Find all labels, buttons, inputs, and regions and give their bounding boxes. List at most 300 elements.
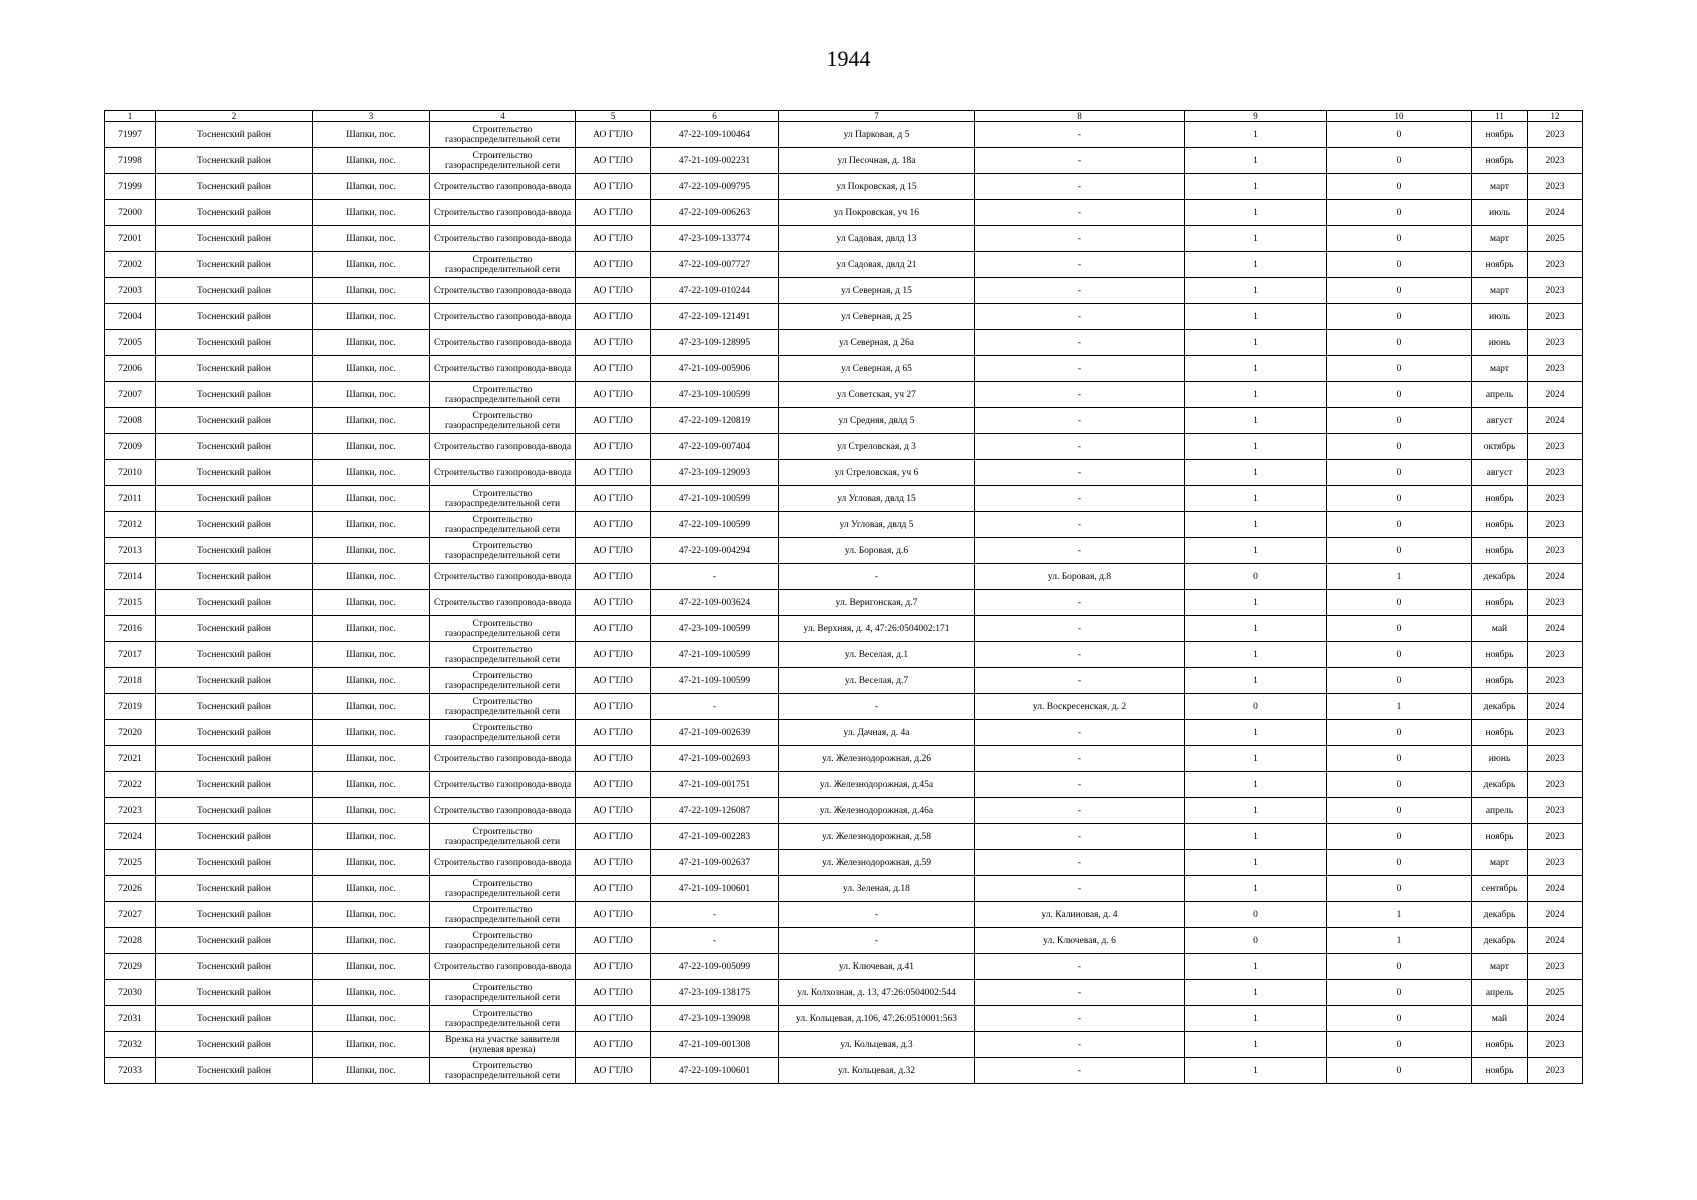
table-cell-col-12: 2024 (1528, 200, 1583, 226)
table-cell-col-11: июнь (1472, 330, 1528, 356)
table-cell-col-8: - (975, 304, 1185, 330)
table-row (105, 590, 1583, 616)
table-cell-col-5: АО ГТЛО (576, 200, 651, 226)
table-cell-col-4: Строительство газопровода-ввода (430, 850, 576, 876)
table-cell-col-3: Шапки, пос. (313, 200, 430, 226)
table-row (105, 954, 1583, 980)
table-cell-col-2: Тосненский район (156, 174, 313, 200)
table-cell-col-3: Шапки, пос. (313, 902, 430, 928)
table-cell-col-3: Шапки, пос. (313, 954, 430, 980)
table-cell-col-8: - (975, 772, 1185, 798)
table-cell-col-2: Тосненский район (156, 382, 313, 408)
table-cell-col-9: 1 (1185, 850, 1327, 876)
table-cell-col-9: 1 (1185, 486, 1327, 512)
table-cell-col-4: Строительство газораспределительной сети (430, 382, 576, 408)
table-cell-col-10: 0 (1327, 382, 1472, 408)
table-cell-col-5: АО ГТЛО (576, 746, 651, 772)
table-cell-col-3: Шапки, пос. (313, 772, 430, 798)
table-cell-col-9: 1 (1185, 824, 1327, 850)
table-cell-col-6: 47-22-109-126087 (651, 798, 779, 824)
table-cell-col-2: Тосненский район (156, 564, 313, 590)
table-row (105, 1006, 1583, 1032)
table-cell-col-7: ул. Ключевая, д.41 (779, 954, 975, 980)
table-cell-col-2: Тосненский район (156, 486, 313, 512)
table-cell-col-4: Строительство газораспределительной сети (430, 616, 576, 642)
table-cell-col-6: 47-21-109-002283 (651, 824, 779, 850)
table-cell-col-8: - (975, 122, 1185, 148)
table-cell-col-3: Шапки, пос. (313, 408, 430, 434)
table-cell-col-3: Шапки, пос. (313, 1058, 430, 1084)
table-cell-col-9: 1 (1185, 954, 1327, 980)
table-cell-col-1: 72015 (105, 590, 156, 616)
table-row (105, 200, 1583, 226)
table-cell-col-1: 72029 (105, 954, 156, 980)
table-cell-col-9: 1 (1185, 590, 1327, 616)
table-cell-col-11: май (1472, 1006, 1528, 1032)
table-cell-col-7: ул Покровская, уч 16 (779, 200, 975, 226)
table-cell-col-2: Тосненский район (156, 1058, 313, 1084)
table-cell-col-2: Тосненский район (156, 122, 313, 148)
table-row (105, 980, 1583, 1006)
table-cell-col-4: Строительство газораспределительной сети (430, 486, 576, 512)
table-cell-col-6: - (651, 694, 779, 720)
table-cell-col-12: 2023 (1528, 720, 1583, 746)
table-cell-col-12: 2023 (1528, 850, 1583, 876)
table-cell-col-2: Тосненский район (156, 200, 313, 226)
table-cell-col-5: АО ГТЛО (576, 564, 651, 590)
table-cell-col-8: - (975, 330, 1185, 356)
table-cell-col-7: ул Парковая, д 5 (779, 122, 975, 148)
table-cell-col-5: АО ГТЛО (576, 1058, 651, 1084)
table-cell-col-6: 47-22-109-121491 (651, 304, 779, 330)
table-cell-col-2: Тосненский район (156, 720, 313, 746)
table-cell-col-2: Тосненский район (156, 252, 313, 278)
table-cell-col-3: Шапки, пос. (313, 356, 430, 382)
table-cell-col-2: Тосненский район (156, 798, 313, 824)
table-cell-col-11: август (1472, 408, 1528, 434)
table-cell-col-4: Строительство газопровода-ввода (430, 226, 576, 252)
table-cell-col-3: Шапки, пос. (313, 330, 430, 356)
table-cell-col-2: Тосненский район (156, 148, 313, 174)
table-cell-col-4: Строительство газопровода-ввода (430, 174, 576, 200)
table-cell-col-9: 1 (1185, 200, 1327, 226)
table-cell-col-9: 1 (1185, 148, 1327, 174)
table-cell-col-12: 2023 (1528, 330, 1583, 356)
table-cell-col-8: ул. Воскресенская, д. 2 (975, 694, 1185, 720)
table-cell-col-6: 47-21-109-002639 (651, 720, 779, 746)
table-cell-col-11: октябрь (1472, 434, 1528, 460)
table-cell-col-6: 47-22-109-100464 (651, 122, 779, 148)
table-cell-col-10: 0 (1327, 980, 1472, 1006)
table-cell-col-11: ноябрь (1472, 642, 1528, 668)
table-cell-col-2: Тосненский район (156, 1006, 313, 1032)
column-header: 3 (313, 111, 430, 122)
table-cell-col-5: АО ГТЛО (576, 382, 651, 408)
table-cell-col-10: 0 (1327, 486, 1472, 512)
table-row (105, 902, 1583, 928)
table-cell-col-10: 0 (1327, 1032, 1472, 1058)
table-cell-col-9: 1 (1185, 330, 1327, 356)
table-cell-col-10: 1 (1327, 694, 1472, 720)
table-cell-col-1: 72020 (105, 720, 156, 746)
table-cell-col-11: май (1472, 616, 1528, 642)
table-row (105, 1058, 1583, 1084)
table-cell-col-3: Шапки, пос. (313, 694, 430, 720)
table-cell-col-4: Строительство газораспределительной сети (430, 720, 576, 746)
table-cell-col-7: ул. Веселая, д.1 (779, 642, 975, 668)
table-cell-col-10: 0 (1327, 1006, 1472, 1032)
table-cell-col-11: декабрь (1472, 694, 1528, 720)
table-row (105, 356, 1583, 382)
table-cell-col-6: - (651, 902, 779, 928)
table-cell-col-4: Строительство газораспределительной сети (430, 928, 576, 954)
table-cell-col-3: Шапки, пос. (313, 486, 430, 512)
table-cell-col-7: ул. Колхозная, д. 13, 47:26:0504002:544 (779, 980, 975, 1006)
table-cell-col-5: АО ГТЛО (576, 798, 651, 824)
page-number: 1944 (826, 46, 871, 71)
table-cell-col-7: ул Северная, д 26а (779, 330, 975, 356)
table-cell-col-4: Строительство газопровода-ввода (430, 590, 576, 616)
table-cell-col-8: - (975, 720, 1185, 746)
table-row (105, 772, 1583, 798)
table-cell-col-5: АО ГТЛО (576, 694, 651, 720)
table-cell-col-2: Тосненский район (156, 226, 313, 252)
column-header: 6 (651, 111, 779, 122)
column-header: 7 (779, 111, 975, 122)
table-cell-col-9: 1 (1185, 226, 1327, 252)
table-cell-col-3: Шапки, пос. (313, 304, 430, 330)
table-cell-col-8: - (975, 174, 1185, 200)
table-cell-col-3: Шапки, пос. (313, 226, 430, 252)
table-cell-col-9: 1 (1185, 772, 1327, 798)
table-cell-col-12: 2023 (1528, 954, 1583, 980)
table-cell-col-7: ул. Железнодорожная, д.58 (779, 824, 975, 850)
table-cell-col-5: АО ГТЛО (576, 512, 651, 538)
table-cell-col-10: 1 (1327, 902, 1472, 928)
table-cell-col-6: 47-22-109-004294 (651, 538, 779, 564)
table-cell-col-8: - (975, 850, 1185, 876)
table-row (105, 330, 1583, 356)
table-cell-col-1: 72019 (105, 694, 156, 720)
table-cell-col-5: АО ГТЛО (576, 954, 651, 980)
table-cell-col-10: 0 (1327, 148, 1472, 174)
table-cell-col-11: март (1472, 954, 1528, 980)
table-cell-col-12: 2023 (1528, 356, 1583, 382)
table-cell-col-9: 1 (1185, 668, 1327, 694)
table-cell-col-6: 47-22-109-010244 (651, 278, 779, 304)
table-cell-col-8: - (975, 668, 1185, 694)
table-cell-col-11: сентябрь (1472, 876, 1528, 902)
table-cell-col-12: 2024 (1528, 382, 1583, 408)
table-cell-col-11: декабрь (1472, 772, 1528, 798)
table-cell-col-6: - (651, 928, 779, 954)
table-cell-col-3: Шапки, пос. (313, 668, 430, 694)
table-cell-col-11: ноябрь (1472, 512, 1528, 538)
table-cell-col-2: Тосненский район (156, 590, 313, 616)
table-cell-col-8: - (975, 746, 1185, 772)
table-cell-col-7: ул. Веселая, д.7 (779, 668, 975, 694)
table-cell-col-10: 0 (1327, 746, 1472, 772)
table-cell-col-9: 1 (1185, 720, 1327, 746)
table-cell-col-3: Шапки, пос. (313, 434, 430, 460)
table-cell-col-12: 2024 (1528, 928, 1583, 954)
table-cell-col-12: 2023 (1528, 642, 1583, 668)
table-cell-col-4: Строительство газопровода-ввода (430, 434, 576, 460)
table-cell-col-9: 1 (1185, 798, 1327, 824)
table-cell-col-9: 1 (1185, 980, 1327, 1006)
table-cell-col-4: Строительство газораспределительной сети (430, 122, 576, 148)
table-cell-col-12: 2023 (1528, 772, 1583, 798)
table-cell-col-12: 2023 (1528, 1058, 1583, 1084)
table-cell-col-5: АО ГТЛО (576, 252, 651, 278)
table-cell-col-2: Тосненский район (156, 694, 313, 720)
table-cell-col-9: 1 (1185, 356, 1327, 382)
table-cell-col-3: Шапки, пос. (313, 850, 430, 876)
table-row (105, 382, 1583, 408)
table-cell-col-2: Тосненский район (156, 356, 313, 382)
table-cell-col-8: - (975, 798, 1185, 824)
table-cell-col-4: Строительство газопровода-ввода (430, 746, 576, 772)
table-cell-col-12: 2023 (1528, 278, 1583, 304)
table-cell-col-12: 2024 (1528, 902, 1583, 928)
table-cell-col-4: Строительство газораспределительной сети (430, 980, 576, 1006)
table-cell-col-9: 1 (1185, 1032, 1327, 1058)
table-cell-col-1: 72033 (105, 1058, 156, 1084)
table-cell-col-5: АО ГТЛО (576, 148, 651, 174)
table-cell-col-8: - (975, 226, 1185, 252)
table-cell-col-10: 0 (1327, 876, 1472, 902)
table-cell-col-6: 47-22-109-005099 (651, 954, 779, 980)
table-cell-col-12: 2023 (1528, 122, 1583, 148)
table-cell-col-9: 1 (1185, 174, 1327, 200)
table-cell-col-7: ул Советская, уч 27 (779, 382, 975, 408)
table-cell-col-5: АО ГТЛО (576, 278, 651, 304)
table-cell-col-6: 47-21-109-100599 (651, 642, 779, 668)
table-cell-col-8: - (975, 1058, 1185, 1084)
table-cell-col-8: - (975, 252, 1185, 278)
table-cell-col-10: 0 (1327, 850, 1472, 876)
table-cell-col-8: - (975, 382, 1185, 408)
table-cell-col-10: 0 (1327, 122, 1472, 148)
table-row (105, 122, 1583, 148)
table-row (105, 616, 1583, 642)
table-cell-col-10: 0 (1327, 720, 1472, 746)
table-cell-col-2: Тосненский район (156, 512, 313, 538)
table-cell-col-7: ул. Кольцевая, д.32 (779, 1058, 975, 1084)
table-row (105, 304, 1583, 330)
table-row (105, 278, 1583, 304)
table-cell-col-8: - (975, 616, 1185, 642)
table-cell-col-8: - (975, 1032, 1185, 1058)
table-cell-col-9: 1 (1185, 460, 1327, 486)
table-cell-col-5: АО ГТЛО (576, 330, 651, 356)
table-row (105, 798, 1583, 824)
table-row (105, 694, 1583, 720)
table-cell-col-5: АО ГТЛО (576, 824, 651, 850)
table-cell-col-5: АО ГТЛО (576, 668, 651, 694)
table-cell-col-3: Шапки, пос. (313, 824, 430, 850)
table-cell-col-6: 47-23-109-139098 (651, 1006, 779, 1032)
table-cell-col-7: - (779, 694, 975, 720)
table-cell-col-9: 1 (1185, 434, 1327, 460)
column-header: 11 (1472, 111, 1528, 122)
table-cell-col-4: Строительство газопровода-ввода (430, 356, 576, 382)
table-cell-col-12: 2023 (1528, 590, 1583, 616)
table-cell-col-11: ноябрь (1472, 1032, 1528, 1058)
table-cell-col-7: - (779, 928, 975, 954)
table-row (105, 148, 1583, 174)
table-cell-col-6: 47-21-109-002693 (651, 746, 779, 772)
table-cell-col-4: Строительство газопровода-ввода (430, 278, 576, 304)
table-cell-col-11: ноябрь (1472, 148, 1528, 174)
table-cell-col-6: 47-21-109-001751 (651, 772, 779, 798)
table-cell-col-4: Врезка на участке заявителя (нулевая врезка) (430, 1032, 576, 1058)
table-cell-col-6: 47-22-109-009795 (651, 174, 779, 200)
table-cell-col-10: 0 (1327, 512, 1472, 538)
table-cell-col-7: ул. Кольцевая, д.106, 47:26:0510001:563 (779, 1006, 975, 1032)
table-cell-col-1: 72021 (105, 746, 156, 772)
table-cell-col-8: - (975, 642, 1185, 668)
table-cell-col-1: 72017 (105, 642, 156, 668)
table-cell-col-11: ноябрь (1472, 590, 1528, 616)
table-cell-col-8: - (975, 356, 1185, 382)
table-cell-col-11: ноябрь (1472, 668, 1528, 694)
table-cell-col-7: ул Садовая, двлд 13 (779, 226, 975, 252)
table-cell-col-1: 72032 (105, 1032, 156, 1058)
table-cell-col-10: 0 (1327, 226, 1472, 252)
table-cell-col-10: 1 (1327, 928, 1472, 954)
table-cell-col-8: - (975, 512, 1185, 538)
table-cell-col-9: 0 (1185, 902, 1327, 928)
table-cell-col-12: 2024 (1528, 1006, 1583, 1032)
table-cell-col-7: ул. Боровая, д.6 (779, 538, 975, 564)
table-cell-col-12: 2024 (1528, 694, 1583, 720)
column-header: 12 (1528, 111, 1583, 122)
table-row (105, 512, 1583, 538)
table-cell-col-3: Шапки, пос. (313, 538, 430, 564)
table-cell-col-12: 2025 (1528, 226, 1583, 252)
table-cell-col-3: Шапки, пос. (313, 252, 430, 278)
table-row (105, 1032, 1583, 1058)
table-cell-col-1: 72005 (105, 330, 156, 356)
table-row (105, 850, 1583, 876)
table-cell-col-10: 0 (1327, 330, 1472, 356)
table-cell-col-8: - (975, 980, 1185, 1006)
table-cell-col-10: 0 (1327, 538, 1472, 564)
table-cell-col-1: 72028 (105, 928, 156, 954)
table-row (105, 642, 1583, 668)
column-header: 4 (430, 111, 576, 122)
table-cell-col-1: 72030 (105, 980, 156, 1006)
table-cell-col-9: 0 (1185, 564, 1327, 590)
table-cell-col-7: ул. Железнодорожная, д.45а (779, 772, 975, 798)
table-cell-col-2: Тосненский район (156, 902, 313, 928)
table-cell-col-5: АО ГТЛО (576, 304, 651, 330)
table-cell-col-6: 47-23-109-100599 (651, 382, 779, 408)
table-cell-col-11: ноябрь (1472, 824, 1528, 850)
table-cell-col-1: 72002 (105, 252, 156, 278)
table-cell-col-5: АО ГТЛО (576, 538, 651, 564)
table-cell-col-3: Шапки, пос. (313, 148, 430, 174)
table-cell-col-2: Тосненский район (156, 434, 313, 460)
table-cell-col-10: 0 (1327, 590, 1472, 616)
table-cell-col-9: 0 (1185, 694, 1327, 720)
table-cell-col-10: 0 (1327, 772, 1472, 798)
table-cell-col-5: АО ГТЛО (576, 850, 651, 876)
table-cell-col-6: 47-22-109-007404 (651, 434, 779, 460)
table-cell-col-10: 0 (1327, 1058, 1472, 1084)
table-cell-col-4: Строительство газопровода-ввода (430, 954, 576, 980)
table-cell-col-7: ул Угловая, двлд 5 (779, 512, 975, 538)
table-cell-col-1: 72012 (105, 512, 156, 538)
table-cell-col-2: Тосненский район (156, 538, 313, 564)
table-cell-col-12: 2023 (1528, 824, 1583, 850)
table-cell-col-6: 47-22-109-003624 (651, 590, 779, 616)
table-cell-col-5: АО ГТЛО (576, 642, 651, 668)
table-cell-col-8: - (975, 954, 1185, 980)
table-cell-col-12: 2023 (1528, 1032, 1583, 1058)
table-cell-col-5: АО ГТЛО (576, 876, 651, 902)
table-cell-col-6: 47-22-109-007727 (651, 252, 779, 278)
table-cell-col-10: 0 (1327, 174, 1472, 200)
table-cell-col-9: 1 (1185, 382, 1327, 408)
table-cell-col-7: ул. Железнодорожная, д.59 (779, 850, 975, 876)
table-cell-col-4: Строительство газопровода-ввода (430, 564, 576, 590)
table-cell-col-3: Шапки, пос. (313, 174, 430, 200)
table-cell-col-6: 47-21-109-005906 (651, 356, 779, 382)
table-cell-col-11: ноябрь (1472, 486, 1528, 512)
table-cell-col-7: ул Северная, д 65 (779, 356, 975, 382)
table-cell-col-10: 0 (1327, 668, 1472, 694)
table-cell-col-8: - (975, 876, 1185, 902)
table-cell-col-9: 1 (1185, 876, 1327, 902)
table-row (105, 486, 1583, 512)
table-cell-col-1: 72018 (105, 668, 156, 694)
table-cell-col-5: АО ГТЛО (576, 902, 651, 928)
table-cell-col-5: АО ГТЛО (576, 1006, 651, 1032)
table-cell-col-4: Строительство газораспределительной сети (430, 252, 576, 278)
table-cell-col-6: 47-21-109-100599 (651, 668, 779, 694)
table-cell-col-6: 47-23-109-100599 (651, 616, 779, 642)
table-cell-col-6: 47-21-109-001308 (651, 1032, 779, 1058)
table-cell-col-11: декабрь (1472, 902, 1528, 928)
table-cell-col-2: Тосненский район (156, 876, 313, 902)
table-cell-col-3: Шапки, пос. (313, 1006, 430, 1032)
table-cell-col-10: 0 (1327, 954, 1472, 980)
table-cell-col-8: ул. Калиновая, д. 4 (975, 902, 1185, 928)
table-cell-col-2: Тосненский район (156, 746, 313, 772)
column-header: 2 (156, 111, 313, 122)
table-cell-col-11: ноябрь (1472, 720, 1528, 746)
table-cell-col-5: АО ГТЛО (576, 590, 651, 616)
table-cell-col-1: 72004 (105, 304, 156, 330)
table-cell-col-11: июль (1472, 304, 1528, 330)
table-cell-col-7: ул Стреловская, уч 6 (779, 460, 975, 486)
column-header: 5 (576, 111, 651, 122)
table-cell-col-10: 0 (1327, 616, 1472, 642)
table-row (105, 460, 1583, 486)
table-row (105, 174, 1583, 200)
table-cell-col-9: 1 (1185, 642, 1327, 668)
table-cell-col-12: 2023 (1528, 460, 1583, 486)
table-cell-col-11: март (1472, 226, 1528, 252)
table-cell-col-1: 72007 (105, 382, 156, 408)
table-cell-col-9: 1 (1185, 1006, 1327, 1032)
table-cell-col-9: 1 (1185, 304, 1327, 330)
table-cell-col-3: Шапки, пос. (313, 460, 430, 486)
table-row (105, 434, 1583, 460)
table-cell-col-5: АО ГТЛО (576, 122, 651, 148)
